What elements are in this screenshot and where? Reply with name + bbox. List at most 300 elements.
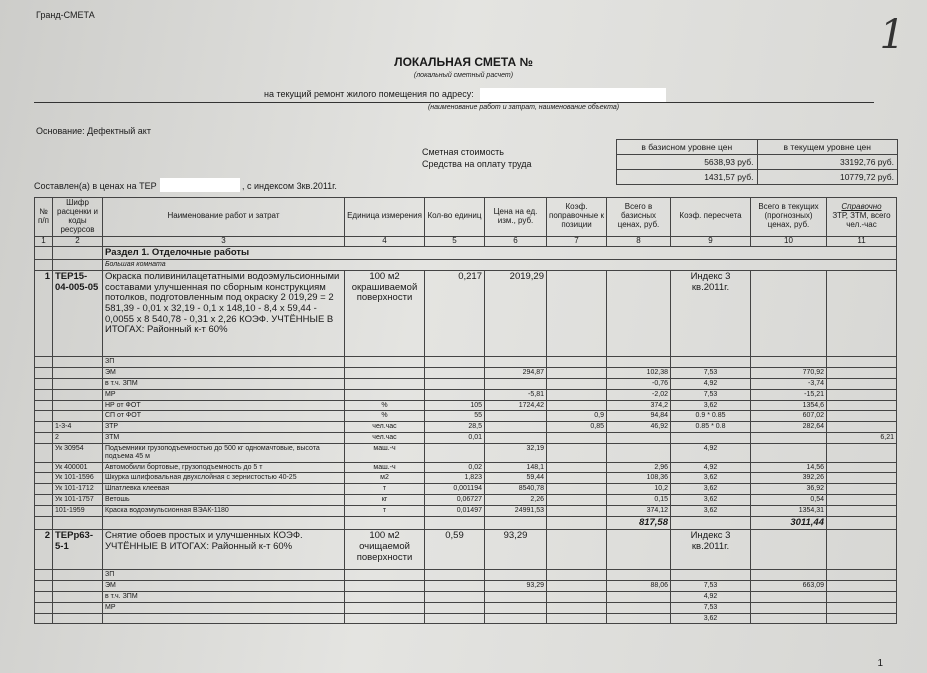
table-cell	[485, 357, 547, 368]
table-cell	[53, 602, 103, 613]
item-qty: 0,217	[425, 271, 485, 357]
table-cell	[425, 378, 485, 389]
table-row	[35, 378, 897, 389]
table-cell: м2	[345, 473, 425, 484]
table-cell	[547, 368, 607, 379]
table-cell	[547, 494, 607, 505]
table-row	[35, 484, 897, 495]
table-cell	[53, 516, 103, 530]
table-row	[35, 422, 897, 433]
table-cell	[607, 530, 671, 570]
table-cell: 102,38	[607, 368, 671, 379]
table-cell: чел.час	[345, 422, 425, 433]
table-cell	[607, 443, 671, 462]
table-row	[35, 613, 897, 624]
col-reference-title: Справочно	[841, 202, 882, 212]
table-cell	[485, 378, 547, 389]
table-cell: 88,06	[607, 581, 671, 592]
page-number: 1	[877, 658, 883, 669]
table-cell: т	[345, 484, 425, 495]
table-cell	[547, 484, 607, 495]
table-cell: 108,36	[607, 473, 671, 484]
table-cell: СП от ФОТ	[103, 411, 345, 422]
header-row	[35, 198, 897, 237]
table-cell	[425, 389, 485, 400]
table-cell	[345, 613, 425, 624]
table-cell	[485, 570, 547, 581]
table-cell: Ук 101-1757	[53, 494, 103, 505]
table-cell	[53, 260, 103, 271]
table-cell: 7,53	[671, 602, 751, 613]
col-num: 2	[53, 236, 103, 246]
table-cell: 607,02	[751, 411, 827, 422]
table-cell	[547, 602, 607, 613]
table-cell	[547, 570, 607, 581]
table-cell: 0,85	[547, 422, 607, 433]
item-row	[35, 530, 897, 570]
table-cell: в т.ч. ЗПМ	[103, 591, 345, 602]
table-cell	[425, 613, 485, 624]
table-cell	[827, 494, 897, 505]
table-cell: 3,62	[671, 473, 751, 484]
table-cell: НР от ФОТ	[103, 400, 345, 411]
table-cell	[103, 613, 345, 624]
table-cell	[671, 357, 751, 368]
item-number: 2	[35, 530, 53, 570]
item-number: 1	[35, 271, 53, 357]
col-coef: Коэф. поправочные к позиции	[547, 198, 607, 237]
cost-base: 5638,93 руб.	[617, 155, 758, 170]
table-cell: 148,1	[485, 462, 547, 473]
table-cell: ЭМ	[103, 581, 345, 592]
table-cell: 6,21	[827, 433, 897, 444]
col-qty: Кол-во единиц	[425, 198, 485, 237]
col-unit: Единица измерения	[345, 198, 425, 237]
item-price: 2019,29	[485, 271, 547, 357]
table-cell	[827, 581, 897, 592]
table-cell	[35, 357, 53, 368]
table-cell: 2,26	[485, 494, 547, 505]
table-cell	[827, 570, 897, 581]
table-row	[35, 389, 897, 400]
table-cell	[35, 505, 53, 516]
table-cell	[547, 400, 607, 411]
table-cell: 1724,42	[485, 400, 547, 411]
redacted-address	[480, 88, 666, 103]
table-cell	[35, 473, 53, 484]
table-cell	[547, 505, 607, 516]
table-cell	[35, 368, 53, 379]
table-cell	[547, 581, 607, 592]
table-cell: 32,19	[485, 443, 547, 462]
table-cell: 0,9	[547, 411, 607, 422]
item-total-base: 817,58	[607, 516, 671, 530]
item-recalc: Индекс 3 кв.2011г.	[671, 530, 751, 570]
table-cell	[35, 378, 53, 389]
table-cell	[671, 433, 751, 444]
title-subtitle: (локальный сметный расчет)	[413, 72, 514, 79]
table-cell	[751, 530, 827, 570]
table-cell: 1,823	[425, 473, 485, 484]
table-cell	[607, 433, 671, 444]
table-cell	[827, 516, 897, 530]
table-cell	[35, 613, 53, 624]
col-base-header: в базисном уровне цен	[617, 140, 758, 155]
table-cell	[53, 357, 103, 368]
col-num: 4	[345, 236, 425, 246]
table-cell: 24991,53	[485, 505, 547, 516]
table-cell: ЭМ	[103, 368, 345, 379]
col-num: 11	[827, 236, 897, 246]
table-cell	[425, 368, 485, 379]
table-cell: ЗТР	[103, 422, 345, 433]
table-cell: 8540,78	[485, 484, 547, 495]
table-row	[35, 433, 897, 444]
table-cell	[547, 613, 607, 624]
table-cell: маш.-ч	[345, 443, 425, 462]
table-cell	[35, 570, 53, 581]
table-cell: МР	[103, 602, 345, 613]
compiled-suffix: , с индексом 3кв.2011г.	[242, 181, 337, 191]
table-cell	[35, 389, 53, 400]
table-cell	[345, 357, 425, 368]
col-num: 8	[607, 236, 671, 246]
basis-text: Основание: Дефектный акт	[36, 126, 151, 136]
col-num: 7	[547, 236, 607, 246]
table-cell: в т.ч. ЗПМ	[103, 378, 345, 389]
table-cell	[485, 433, 547, 444]
table-cell: 4,92	[671, 591, 751, 602]
table-cell: 2	[53, 433, 103, 444]
table-cell	[425, 357, 485, 368]
table-cell	[103, 516, 345, 530]
table-cell: -15,21	[751, 389, 827, 400]
table-cell	[485, 591, 547, 602]
table-cell	[607, 357, 671, 368]
table-row	[35, 462, 897, 473]
table-cell	[827, 484, 897, 495]
table-cell	[345, 602, 425, 613]
table-cell: 374,2	[607, 400, 671, 411]
col-num: 5	[425, 236, 485, 246]
table-cell	[35, 484, 53, 495]
section-title: Раздел 1. Отделочные работы	[103, 246, 897, 260]
table-cell: 392,26	[751, 473, 827, 484]
table-row	[35, 570, 897, 581]
subsection-row	[35, 260, 897, 271]
table-cell	[425, 516, 485, 530]
table-cell	[751, 357, 827, 368]
table-cell: 4,92	[671, 378, 751, 389]
item-qty: 0,59	[425, 530, 485, 570]
table-cell: 1354,31	[751, 505, 827, 516]
item-row	[35, 271, 897, 357]
table-cell: 294,87	[485, 368, 547, 379]
item-name: Окраска поливинилацетатными водоэмульсионными составами улучшенная по сборным конструкциям потолков, подготовленным под окраску 2 019,29 = 2 581,39 - 0,01 x 32,19 - 0,1 x 148,10 - 8,4 x 59,44 - 0,0055 x 8 540,78 - 0,31 x 2,26 КОЭФ. УЧТЁННЫЕ В ИТОГАХ: Районный к-т 60%	[103, 271, 345, 357]
table-cell	[53, 570, 103, 581]
divider	[34, 102, 874, 103]
table-cell	[425, 591, 485, 602]
col-num: 10	[751, 236, 827, 246]
table-cell: 14,56	[751, 462, 827, 473]
col-reference	[827, 198, 897, 237]
table-cell: 663,09	[751, 581, 827, 592]
col-num: 6	[485, 236, 547, 246]
table-cell: 3,62	[671, 613, 751, 624]
table-cell	[35, 411, 53, 422]
table-cell: 93,29	[485, 581, 547, 592]
table-cell	[53, 246, 103, 260]
table-cell	[607, 591, 671, 602]
table-cell	[345, 378, 425, 389]
table-cell	[35, 462, 53, 473]
table-cell: %	[345, 400, 425, 411]
table-cell: Ук 101-1712	[53, 484, 103, 495]
table-cell: Шкурка шлифовальная двухслойная с зернистостью 40-25	[103, 473, 345, 484]
col-reference-sub: ЗТР, ЗТМ, всего чел.-час	[832, 211, 891, 230]
col-number: № п/п	[35, 198, 53, 237]
table-cell: ЗТМ	[103, 433, 345, 444]
table-cell	[827, 357, 897, 368]
section-row	[35, 246, 897, 260]
table-cell: 55	[425, 411, 485, 422]
table-cell	[607, 570, 671, 581]
table-row	[35, 581, 897, 592]
table-cell	[827, 602, 897, 613]
table-cell: Краска водоэмульсионная ВЭАК-1180	[103, 505, 345, 516]
table-cell	[827, 591, 897, 602]
item-total-row	[35, 516, 897, 530]
table-cell: 46,92	[607, 422, 671, 433]
table-cell	[53, 368, 103, 379]
table-cell: Ук 101-1596	[53, 473, 103, 484]
table-cell	[827, 443, 897, 462]
table-cell	[425, 581, 485, 592]
table-cell: 7,53	[671, 368, 751, 379]
table-cell: 374,12	[607, 505, 671, 516]
table-cell	[345, 368, 425, 379]
estimate-table	[34, 197, 897, 624]
labor-base: 1431,57 руб.	[617, 170, 758, 185]
table-cell	[751, 433, 827, 444]
table-cell: маш.-ч	[345, 462, 425, 473]
table-cell: -0,76	[607, 378, 671, 389]
table-cell	[485, 516, 547, 530]
table-cell	[53, 613, 103, 624]
table-cell: 94,84	[607, 411, 671, 422]
table-cell	[53, 411, 103, 422]
table-cell: 770,92	[751, 368, 827, 379]
table-cell: 4,92	[671, 462, 751, 473]
table-cell	[35, 516, 53, 530]
table-cell	[485, 602, 547, 613]
table-cell	[35, 581, 53, 592]
table-cell: 0,06727	[425, 494, 485, 505]
table-cell: 0,01	[425, 433, 485, 444]
table-cell: 10,2	[607, 484, 671, 495]
table-cell: Ук 400001	[53, 462, 103, 473]
table-cell	[345, 570, 425, 581]
table-cell	[671, 516, 751, 530]
table-row	[35, 357, 897, 368]
table-cell: 3,62	[671, 505, 751, 516]
table-cell	[547, 443, 607, 462]
table-cell	[547, 389, 607, 400]
table-cell	[607, 613, 671, 624]
table-cell	[751, 613, 827, 624]
table-cell: -5,81	[485, 389, 547, 400]
table-cell: -2,02	[607, 389, 671, 400]
table-cell	[827, 462, 897, 473]
table-row	[35, 505, 897, 516]
estimate-cost-label: Сметная стоимость	[422, 147, 504, 157]
col-current-header: в текущем уровне цен	[757, 140, 898, 155]
table-row	[35, 400, 897, 411]
table-cell: кг	[345, 494, 425, 505]
item-unit: 100 м2 очищаемой поверхности	[345, 530, 425, 570]
redacted-region	[160, 178, 240, 192]
col-num: 9	[671, 236, 751, 246]
cost-current: 33192,76 руб.	[757, 155, 898, 170]
table-cell: 1354,6	[751, 400, 827, 411]
table-cell: т	[345, 505, 425, 516]
table-cell: ЗП	[103, 570, 345, 581]
table-cell	[425, 570, 485, 581]
table-cell	[547, 516, 607, 530]
table-cell: 0.85 * 0.8	[671, 422, 751, 433]
table-cell	[607, 602, 671, 613]
table-cell: 1-3-4	[53, 422, 103, 433]
table-cell	[53, 581, 103, 592]
table-cell: 0,02	[425, 462, 485, 473]
table-cell	[35, 246, 53, 260]
table-cell	[547, 357, 607, 368]
table-cell: 282,64	[751, 422, 827, 433]
app-name: Гранд-СМЕТА	[36, 10, 95, 20]
table-cell: 0,15	[607, 494, 671, 505]
table-cell	[827, 400, 897, 411]
table-cell	[607, 271, 671, 357]
col-base-total: Всего в базисных ценах, руб.	[607, 198, 671, 237]
table-cell	[345, 581, 425, 592]
table-cell: 0,001194	[425, 484, 485, 495]
table-cell	[827, 378, 897, 389]
col-current-total: Всего в текущих (прогнозных) ценах, руб.	[751, 198, 827, 237]
page-title: ЛОКАЛЬНАЯ СМЕТА №	[394, 55, 533, 69]
table-cell: 3,62	[671, 400, 751, 411]
table-cell	[35, 602, 53, 613]
item-unit: 100 м2 окрашиваемой поверхности	[345, 271, 425, 357]
table-cell	[827, 530, 897, 570]
table-row	[35, 411, 897, 422]
table-cell	[35, 400, 53, 411]
col-num: 1	[35, 236, 53, 246]
table-cell: Подъемники грузоподъемностью до 500 кг одномачтовые, высота подъема 45 м	[103, 443, 345, 462]
column-numbers-row	[35, 236, 897, 246]
table-row	[35, 494, 897, 505]
item-code: ТЕРр63-5-1	[53, 530, 103, 570]
table-cell	[547, 378, 607, 389]
table-cell: 0,01497	[425, 505, 485, 516]
table-cell: 3,62	[671, 484, 751, 495]
table-cell: 2,96	[607, 462, 671, 473]
table-cell	[751, 271, 827, 357]
table-row	[35, 368, 897, 379]
table-cell	[827, 505, 897, 516]
table-cell: 7,53	[671, 389, 751, 400]
table-row	[35, 591, 897, 602]
table-cell: Шпатлевка клеевая	[103, 484, 345, 495]
table-cell: ЗП	[103, 357, 345, 368]
table-cell: 0.9 * 0.85	[671, 411, 751, 422]
table-cell	[425, 602, 485, 613]
table-cell: 3,62	[671, 494, 751, 505]
table-cell	[751, 591, 827, 602]
labor-funds-label: Средства на оплату труда	[422, 159, 532, 169]
compiled-prefix: Составлен(а) в ценах на ТЕР	[34, 181, 157, 191]
table-cell	[751, 443, 827, 462]
table-cell	[35, 494, 53, 505]
table-cell	[751, 570, 827, 581]
table-cell	[547, 433, 607, 444]
table-cell: 0,54	[751, 494, 827, 505]
item-price: 93,29	[485, 530, 547, 570]
table-cell: 59,44	[485, 473, 547, 484]
table-cell	[827, 473, 897, 484]
col-price: Цена на ед. изм., руб.	[485, 198, 547, 237]
table-cell	[53, 591, 103, 602]
table-cell: 36,92	[751, 484, 827, 495]
table-cell	[345, 591, 425, 602]
table-cell	[671, 570, 751, 581]
item-code: ТЕР15-04-005-05	[53, 271, 103, 357]
table-cell: -3,74	[751, 378, 827, 389]
table-row	[35, 473, 897, 484]
subsection-title: Большая комната	[103, 260, 897, 271]
table-cell	[485, 613, 547, 624]
table-cell	[547, 530, 607, 570]
table-cell: Ветошь	[103, 494, 345, 505]
table-cell	[827, 389, 897, 400]
item-recalc: Индекс 3 кв.2011г.	[671, 271, 751, 357]
table-cell: Ук 30954	[53, 443, 103, 462]
labor-current: 10779,72 руб.	[757, 170, 898, 185]
table-cell	[485, 422, 547, 433]
table-cell: МР	[103, 389, 345, 400]
table-cell	[485, 411, 547, 422]
table-cell: 105	[425, 400, 485, 411]
col-code: Шифр расценки и коды ресурсов	[53, 198, 103, 237]
table-cell	[35, 422, 53, 433]
cost-summary-table	[616, 139, 898, 185]
table-cell	[53, 378, 103, 389]
table-cell	[547, 591, 607, 602]
table-cell	[35, 443, 53, 462]
work-subtitle: (наименование работ и затрат, наименование объекта)	[427, 104, 620, 111]
table-cell	[827, 271, 897, 357]
table-cell	[547, 473, 607, 484]
table-cell: 101-1959	[53, 505, 103, 516]
table-cell	[345, 389, 425, 400]
table-cell: 4,92	[671, 443, 751, 462]
table-cell	[345, 516, 425, 530]
table-cell	[751, 602, 827, 613]
table-row	[35, 602, 897, 613]
table-cell	[827, 613, 897, 624]
table-cell	[547, 271, 607, 357]
table-cell	[53, 400, 103, 411]
item-total-current: 3011,44	[751, 516, 827, 530]
